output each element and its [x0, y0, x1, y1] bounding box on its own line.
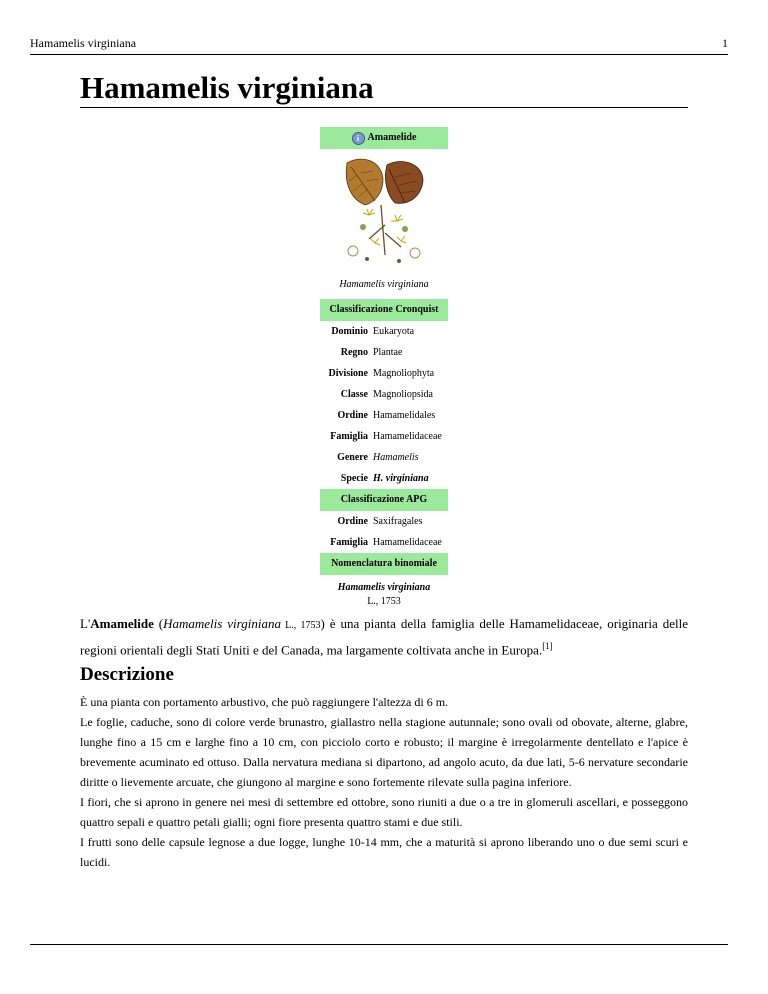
- intro-paren: (: [153, 616, 164, 631]
- running-head-title: Hamamelis virginiana: [30, 36, 137, 50]
- binomial-heading: Nomenclatura binomiale: [320, 553, 448, 575]
- apg-heading: Classificazione APG: [320, 489, 448, 511]
- binomial-name: Hamamelis virginiana: [337, 582, 431, 593]
- reference-link[interactable]: [1]: [542, 641, 553, 651]
- taxon-value[interactable]: Hamamelis: [373, 452, 419, 463]
- cronquist-rows: [320, 321, 448, 489]
- taxon-row-ordine-apg: [320, 511, 448, 532]
- taxon-key: Ordine: [337, 410, 368, 421]
- taxon-key: Ordine: [337, 516, 368, 527]
- taxon-key: Classe: [340, 389, 368, 400]
- taxon-row-classe: [320, 384, 448, 405]
- taxon-key: Famiglia: [330, 431, 368, 442]
- taxon-value[interactable]: Hamamelidaceae: [373, 537, 442, 548]
- taxon-value[interactable]: Magnoliopsida: [373, 389, 433, 400]
- intro-scientific-name: Hamamelis virginiana: [163, 616, 281, 631]
- taxon-row-ordine: [320, 405, 448, 426]
- intro-text: ) è una pianta della famiglia delle Hamamelidaceae, originaria delle regioni orientali degli Stati Uniti e del Canada, ma largamente coltivata anche in Europa.: [80, 616, 688, 658]
- taxon-value[interactable]: Saxifragales: [373, 516, 423, 527]
- paragraph: I frutti sono delle capsule legnose a due logge, lunghe 10-14 mm, che a maturità si aprono liberando uno o due semi scuri e lucidi.: [80, 835, 688, 869]
- running-head: [30, 36, 728, 52]
- taxon-value[interactable]: Plantae: [373, 347, 403, 358]
- taxon-key: Famiglia: [330, 537, 368, 548]
- image-caption: Hamamelis virginiana: [339, 279, 429, 290]
- taxon-row-dominio: [320, 321, 448, 342]
- taxon-value[interactable]: Magnoliophyta: [373, 368, 435, 379]
- section-body: [80, 692, 688, 872]
- page-number: 1: [722, 36, 728, 50]
- section-heading: Descrizione: [80, 664, 174, 685]
- taxon-value[interactable]: Eukaryota: [373, 326, 415, 337]
- taxon-value: H. virginiana: [373, 473, 429, 484]
- paragraph: È una pianta con portamento arbustivo, che può raggiungere l'altezza di 6 m.: [80, 695, 449, 709]
- taxon-row-famiglia-apg: [320, 532, 448, 553]
- leaf-illustration-icon: [339, 155, 429, 267]
- intro-paragraph: [80, 614, 688, 660]
- binomial-authority: L., 1753: [367, 596, 401, 607]
- paragraph: I fiori, che si aprono in genere nei mesi di settembre ed ottobre, sono riuniti a due o a tre in glomeruli ascellari, e posseggono quattro sepali e quattro petali gialli; ogni fiore presenta quattro stami e due stili.: [80, 795, 688, 829]
- cronquist-heading: Classificazione Cronquist: [320, 299, 448, 321]
- taxobox: [320, 127, 448, 609]
- taxon-value[interactable]: Hamamelidaceae: [373, 431, 442, 442]
- footer-divider: [30, 944, 728, 945]
- taxon-row-regno: [320, 342, 448, 363]
- intro-bold-name: Amamelide: [90, 616, 154, 631]
- botanical-illustration[interactable]: [320, 155, 448, 267]
- taxon-row-specie: [320, 468, 448, 489]
- page-title: Hamamelis virginiana: [80, 70, 374, 105]
- apg-rows: [320, 511, 448, 553]
- info-icon[interactable]: i: [352, 132, 365, 145]
- taxon-key: Regno: [340, 347, 368, 358]
- taxon-row-genere: [320, 447, 448, 468]
- taxon-key: Genere: [337, 452, 368, 463]
- intro-authority[interactable]: L., 1753: [280, 620, 321, 631]
- header-divider: [30, 54, 728, 55]
- taxon-key: Dominio: [331, 326, 368, 337]
- taxon-key: Specie: [340, 473, 368, 484]
- taxon-row-divisione: [320, 363, 448, 384]
- taxon-key: Divisione: [328, 368, 368, 379]
- paragraph: Le foglie, caduche, sono di colore verde brunastro, giallastro nella stagione autunnale; sono ovali od obovate, alterne, glabre, lunghe fino a 15 cm e larghe fino a 10 cm, con picciolo corto e robusto; il margine è irregolarmente dentellato e l'apice è brevemente acuminato ed ottuso. Dalla nervatura mediana si dipartono, ad angolo acuto, da due lati, 5-6 nervature secondarie diritte o lievemente arcuate, che giungono al margine e sono fortemente rilevate sulla pagina inferiore.: [80, 715, 688, 789]
- binomial-block: [320, 581, 448, 609]
- intro-prefix: L': [80, 616, 91, 631]
- taxobox-title: Amamelide: [367, 132, 417, 143]
- taxobox-header: [320, 127, 448, 149]
- taxon-value[interactable]: Hamamelidales: [373, 410, 436, 421]
- title-divider: [80, 107, 688, 108]
- taxon-row-famiglia: [320, 426, 448, 447]
